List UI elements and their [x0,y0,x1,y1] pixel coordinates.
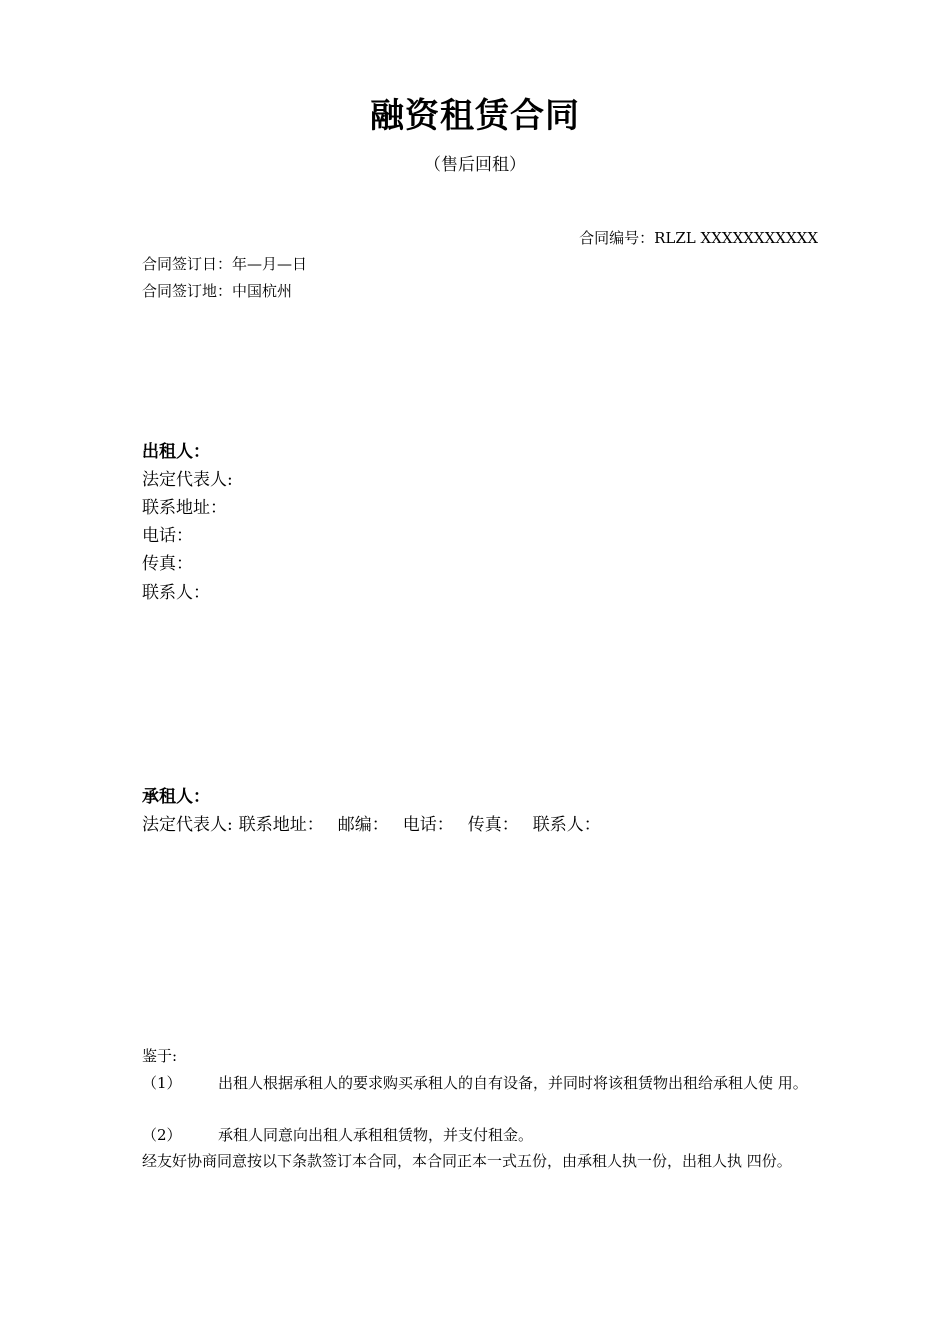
lessor-address: 联系地址： [142,498,227,518]
sign-date: 合同签订日：年—月—日 [142,255,308,273]
lessee-contact: 联系人： [532,815,601,835]
lessee-phone: 电话： [402,815,454,835]
sign-place: 合同签订地：中国杭州 [142,282,293,300]
lessor-contact: 联系人： [142,583,210,603]
lessee-postcode: 邮编： [337,815,389,835]
lessor-phone: 电话： [142,526,193,546]
recital-item-1-number: （1） [142,1074,182,1092]
recital-item-2 [142,1122,820,1148]
lessee-legal-rep: 法定代表人: [142,815,233,835]
document-title: 融资租赁合同 [370,96,580,136]
recital-item-2-text: 承租人同意向出租人承租租赁物，并支付租金。 [218,1126,534,1144]
recitals-heading: 鉴于: [142,1047,178,1065]
lessee-address: 联系地址： [238,815,324,835]
lessor-legal-rep: 法定代表人: [142,470,233,490]
lessee-heading: 承租人： [142,787,210,807]
recital-item-2-number: （2） [142,1126,182,1144]
lessee-fax: 传真： [467,815,519,835]
contract-number: 合同编号：RLZL XXXXXXXXXXX [579,229,818,247]
recitals-closing: 经友好协商同意按以下条款签订本合同，本合同正本一式五份，由承租人执一份，出租人执 四份。 [142,1152,792,1170]
lessee-fields [142,810,615,835]
lessor-heading: 出租人： [142,442,210,462]
lessor-fax: 传真： [142,554,193,574]
recital-item-1 [142,1070,820,1096]
recital-item-1-text: 出租人根据承租人的要求购买承租人的自有设备，并同时将该租赁物出租给承租人使 用。 [218,1074,808,1092]
document-subtitle: （售后回租） [424,155,526,175]
